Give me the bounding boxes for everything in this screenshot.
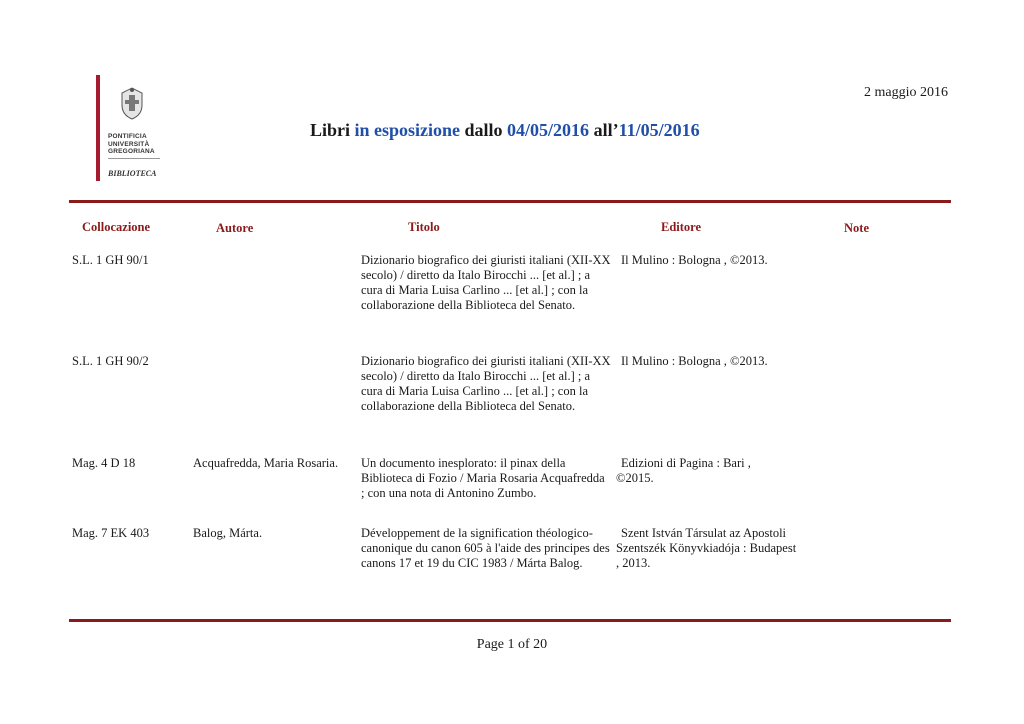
- column-header-editore: Editore: [661, 220, 702, 234]
- title-part-highlight: in esposizione: [354, 120, 461, 140]
- crest-icon: [116, 85, 148, 121]
- column-header-note: Note: [844, 221, 869, 235]
- title-date-end: 11/05/2016: [618, 120, 700, 140]
- cell-collocazione: Mag. 4 D 18: [72, 456, 136, 470]
- cell-autore: Balog, Márta.: [193, 526, 263, 540]
- cell-editore: Il Mulino : Bologna , ©2013.: [621, 354, 768, 368]
- page-number: Page 1 of 20: [476, 637, 548, 652]
- page-title: [310, 120, 700, 141]
- cell-autore: Acquafredda, Maria Rosaria.: [193, 456, 339, 470]
- cell-collocazione: Mag. 7 EK 403: [72, 526, 150, 540]
- cell-collocazione: S.L. 1 GH 90/1: [72, 253, 149, 267]
- cell-editore: Il Mulino : Bologna , ©2013.: [621, 253, 768, 267]
- cell-collocazione: S.L. 1 GH 90/2: [72, 354, 149, 368]
- document-date: 2 maggio 2016: [864, 85, 948, 100]
- header-divider: [69, 200, 951, 203]
- logo-text: PONTIFICIA UNIVERSITÀ GREGORIANA: [108, 133, 155, 155]
- logo-subtitle: BIBLIOTECA: [108, 169, 157, 178]
- cell-editore: Szent István Társulat az Apostoli Szentszék Könyvkiadója : Budapest , 2013.: [616, 526, 797, 570]
- column-header-collocazione: Collocazione: [82, 220, 151, 234]
- cell-titolo: Développement de la signification théologico-canonique du canon 605 à l'aide des principes des canons 17 et 19 du CIC 1983 / Márta Balog.: [361, 526, 610, 570]
- cell-editore: Edizioni di Pagina : Bari , ©2015.: [616, 456, 751, 485]
- cell-titolo: Dizionario biografico dei giuristi italiani (XII-XX secolo) / diretto da Italo Birocchi ... [et al.] ; a cura di Maria Luisa Carlino ... [et al.] ; con la collaborazione della Biblioteca del Senato.: [361, 354, 611, 413]
- logo-accent-bar: [96, 75, 100, 181]
- footer-divider: [69, 619, 951, 622]
- column-header-titolo: Titolo: [408, 220, 440, 234]
- column-header-autore: Autore: [216, 221, 254, 235]
- cell-titolo: Un documento inesplorato: il pinax della Biblioteca di Fozio / Maria Rosaria Acquafredda ; con una nota di Antonino Zumbo.: [361, 456, 605, 500]
- university-logo: [96, 75, 170, 183]
- title-part: dallo: [460, 120, 508, 140]
- title-part: all’: [589, 120, 619, 140]
- title-date-start: 04/05/2016: [507, 120, 590, 140]
- cell-titolo: Dizionario biografico dei giuristi italiani (XII-XX secolo) / diretto da Italo Birocchi ... [et al.] ; a cura di Maria Luisa Carlino ... [et al.] ; con la collaborazione della Biblioteca del Senato.: [361, 253, 611, 312]
- title-part: Libri: [310, 120, 355, 140]
- logo-divider: [108, 158, 160, 159]
